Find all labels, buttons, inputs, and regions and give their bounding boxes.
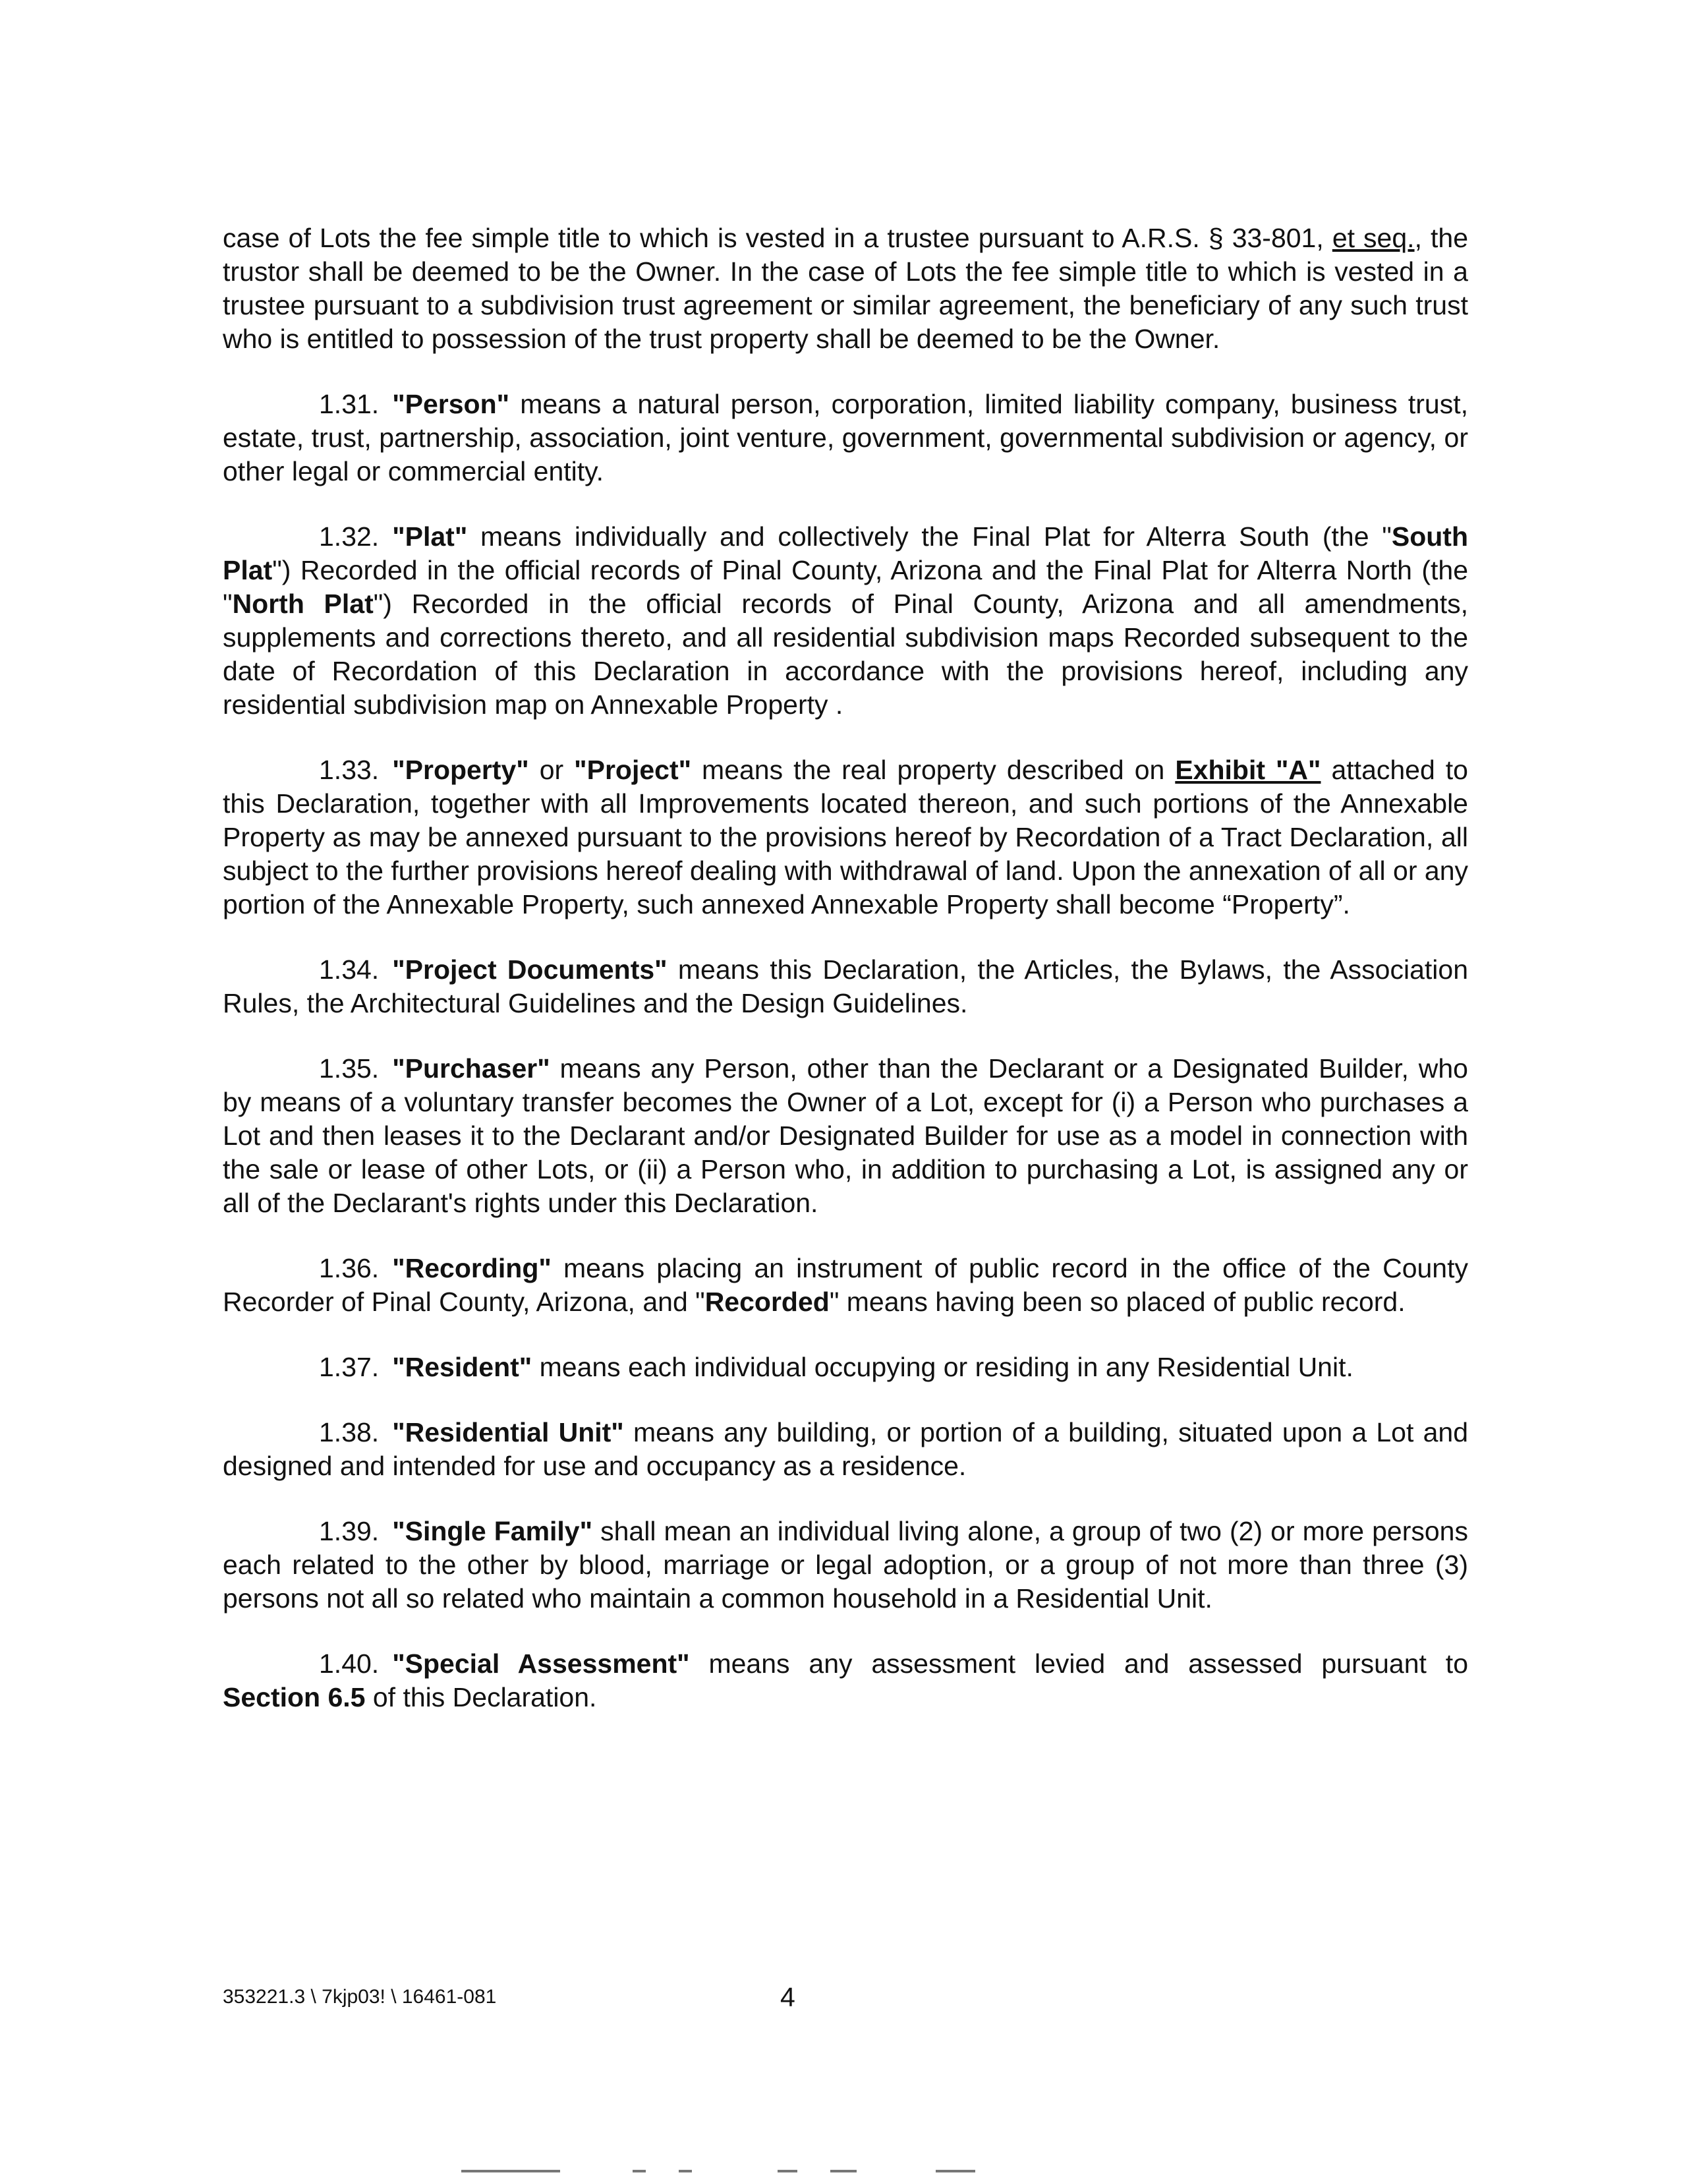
definition-1-39-single-family	[223, 1515, 1468, 1615]
defined-term: "Property"	[392, 755, 529, 785]
definition-text: ") Recorded in the official records of Pinal County, Arizona and the Final Plat for Alterra North (the "	[223, 555, 1468, 619]
section-number: 1.39.	[319, 1516, 380, 1546]
text-run: , the trustor shall be deemed to be the Owner. In the case of Lots the fee simple title to which is vested in a trustee pursuant to a subdivision trust agreement or similar agreement, the beneficiary of any such trust who is entitled to possession of the trust property shall be deemed to be the Owner.	[223, 223, 1468, 354]
definition-text: means any building, or portion of a building, situated upon a Lot and designed and intended for use and occupancy as a residence.	[223, 1417, 1468, 1481]
defined-term: "Project"	[574, 755, 692, 785]
definition-text: of this Declaration.	[365, 1682, 597, 1712]
text-run: or	[528, 755, 575, 785]
text-run: case of Lots the fee simple title to which is vested in a trustee pursuant to A.R.S. § 33-801,	[223, 223, 1332, 253]
defined-term: "Person"	[392, 389, 510, 419]
definition-text: shall mean an individual living alone, a group of two (2) or more persons each related to the other by blood, marriage or legal adoption, or a group of not more than three (3) persons not all so related who maintain a common household in a Residential Unit.	[223, 1516, 1468, 1614]
definition-text: means individually and collectively the Final Plat for Alterra South (the "	[467, 521, 1392, 552]
definition-text: means any Person, other than the Declarant or a Designated Builder, who by means of a voluntary transfer becomes the Owner of a Lot, except for (i) a Person who purchases a Lot and then leases it to the Declarant and/or Designated Builder for use as a model in connection with the sale or lease of other Lots, or (ii) a Person who, in addition to purchasing a Lot, is assigned any or all of the Declarant's rights under this Declaration.	[223, 1053, 1468, 1218]
definition-text: means each individual occupying or residing in any Residential Unit.	[532, 1352, 1353, 1382]
defined-term: "Project Documents"	[392, 954, 668, 985]
definition-text: means this Declaration, the Articles, the Bylaws, the Association Rules, the Architectural Guidelines and the Design Guidelines.	[223, 954, 1468, 1018]
section-number: 1.35.	[319, 1053, 380, 1084]
section-number: 1.34.	[319, 954, 380, 985]
definition-text: means a natural person, corporation, limited liability company, business trust, estate, trust, partnership, association, joint venture, government, governmental subdivision or agency, or other legal or commercial entity.	[223, 389, 1468, 486]
definition-1-33-property	[223, 753, 1468, 921]
defined-term-north-plat: North Plat	[232, 589, 374, 619]
et-seq-citation: et seq.	[1332, 223, 1415, 253]
defined-term: "Single Family"	[392, 1516, 593, 1546]
page-footer	[223, 1981, 1468, 2014]
definition-text: means any assessment levied and assessed pursuant to	[689, 1648, 1468, 1679]
definition-text: attached to this Declaration, together with all Improvements located thereon, and such portions of the Annexable Property as may be annexed pursuant to the provisions hereof by Recordation of a Tract Declaration, all subject to the further provisions hereof dealing with withdrawal of land. Upon the annexation of all or any portion of the Annexable Property, such annexed Annexable Property shall become “Property”.	[223, 755, 1468, 919]
definition-1-40-special-assessment	[223, 1647, 1468, 1714]
definition-text: ") Recorded in the official records of Pinal County, Arizona and all amendments, supplements and corrections thereto, and all residential subdivision maps Recorded subsequent to the date of Recordation of this Declaration in accordance with the provisions hereof, including any residential subdivision map on Annexable Property .	[223, 589, 1468, 720]
defined-term: "Residential Unit"	[392, 1417, 624, 1447]
definition-1-37-resident	[223, 1351, 1468, 1384]
document-body	[223, 221, 1468, 1714]
scan-artifact-marks	[461, 2170, 1015, 2175]
paragraph-owner-continued	[223, 221, 1468, 356]
section-number: 1.33.	[319, 755, 380, 785]
defined-term-south-plat: South Plat	[223, 521, 1468, 585]
definition-text: means the real property described on	[691, 755, 1176, 785]
definition-1-38-residential-unit	[223, 1416, 1468, 1483]
definition-1-31-person	[223, 388, 1468, 488]
defined-term: "Purchaser"	[392, 1053, 550, 1084]
section-number: 1.31.	[319, 389, 380, 419]
definition-text: means placing an instrument of public record in the office of the County Recorder of Pinal County, Arizona, and "	[223, 1253, 1468, 1317]
page-number: 4	[780, 1982, 795, 2012]
section-number: 1.40.	[319, 1648, 380, 1679]
defined-term: "Resident"	[392, 1352, 532, 1382]
definition-1-34-project-documents	[223, 953, 1468, 1020]
definition-1-35-purchaser	[223, 1052, 1468, 1220]
definition-text: " means having been so placed of public record.	[829, 1287, 1406, 1317]
section-reference: Section 6.5	[223, 1682, 366, 1712]
defined-term: "Recording"	[392, 1253, 552, 1283]
section-number: 1.32.	[319, 521, 380, 552]
section-number: 1.36.	[319, 1253, 380, 1283]
definition-1-36-recording	[223, 1252, 1468, 1319]
definition-1-32-plat	[223, 520, 1468, 722]
defined-term: "Special Assessment"	[392, 1648, 690, 1679]
section-number: 1.37.	[319, 1352, 380, 1382]
section-number: 1.38.	[319, 1417, 380, 1447]
defined-term-recorded: Recorded	[704, 1287, 830, 1317]
defined-term: "Plat"	[392, 521, 468, 552]
document-number: 353221.3 \ 7kjp03! \ 16461-081	[223, 1986, 497, 2008]
exhibit-reference: Exhibit "A"	[1175, 755, 1321, 785]
